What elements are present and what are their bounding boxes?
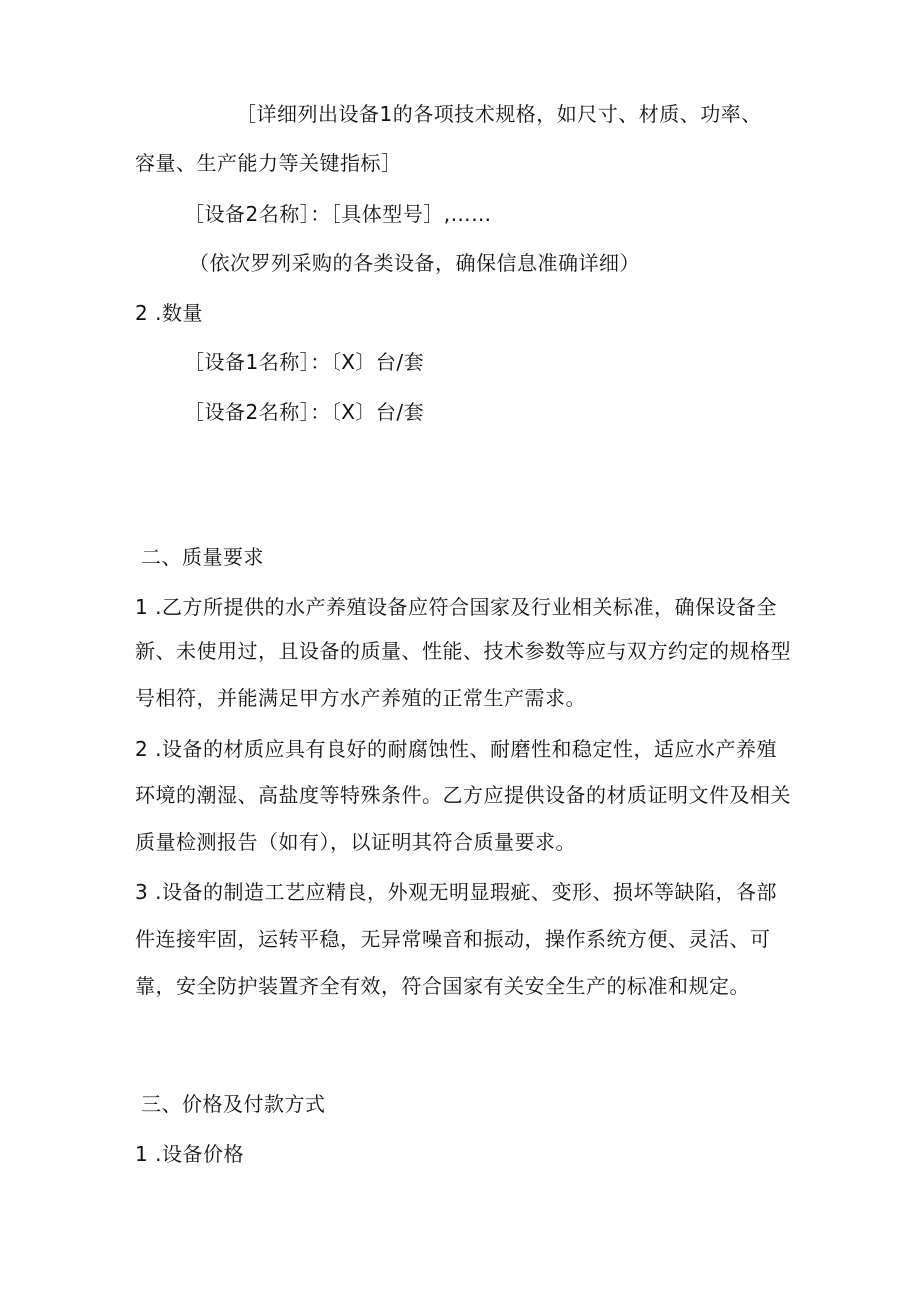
quality-item-2-line-3: 质量检测报告（如有），以证明其符合质量要求。 <box>135 830 576 854</box>
section-price-heading: 三、价格及付款方式 <box>141 1092 326 1116</box>
quality-item-3-line-3: 靠，安全防护装置齐全有效，符合国家有关安全生产的标准和规定。 <box>135 974 750 998</box>
device-1-quantity: ［设备1名称］：〔X〕台/套 <box>184 350 425 374</box>
section-quality-heading: 二、质量要求 <box>141 545 264 569</box>
spec-text-line-1: ［详细列出设备1的各项技术规格，如尺寸、材质、功率、 <box>236 102 762 126</box>
equipment-price-heading: 1 .设备价格 <box>135 1142 244 1166</box>
quality-item-2-line-1: 2 .设备的材质应具有良好的耐腐蚀性、耐磨性和稳定性，适应水产养殖 <box>135 737 777 761</box>
device-2-quantity: ［设备2名称］：〔X〕台/套 <box>184 400 425 424</box>
quality-item-1-line-2: 新、未使用过，且设备的质量、性能、技术参数等应与双方约定的规格型 <box>135 639 791 663</box>
enumeration-note: （依次罗列采购的各类设备，确保信息准确详细） <box>189 251 640 275</box>
section-quantity-heading: 2 .数量 <box>135 301 203 325</box>
quality-item-3-line-2: 件连接牢固，运转平稳，无异常噪音和振动，操作系统方便、灵活、可 <box>135 927 771 951</box>
device-2-model-line: ［设备2名称］：［具体型号］,…… <box>184 202 492 226</box>
quality-item-3-line-1: 3 .设备的制造工艺应精良，外观无明显瑕疵、变形、损坏等缺陷，各部 <box>135 880 777 904</box>
spec-text-line-2: 容量、生产能力等关键指标］ <box>135 151 402 175</box>
quality-item-2-line-2: 环境的潮湿、高盐度等特殊条件。乙方应提供设备的材质证明文件及相关 <box>135 783 791 807</box>
quality-item-1-line-3: 号相符，并能满足甲方水产养殖的正常生产需求。 <box>135 686 586 710</box>
quality-item-1-line-1: 1 .乙方所提供的水产养殖设备应符合国家及行业相关标准，确保设备全 <box>135 595 777 619</box>
